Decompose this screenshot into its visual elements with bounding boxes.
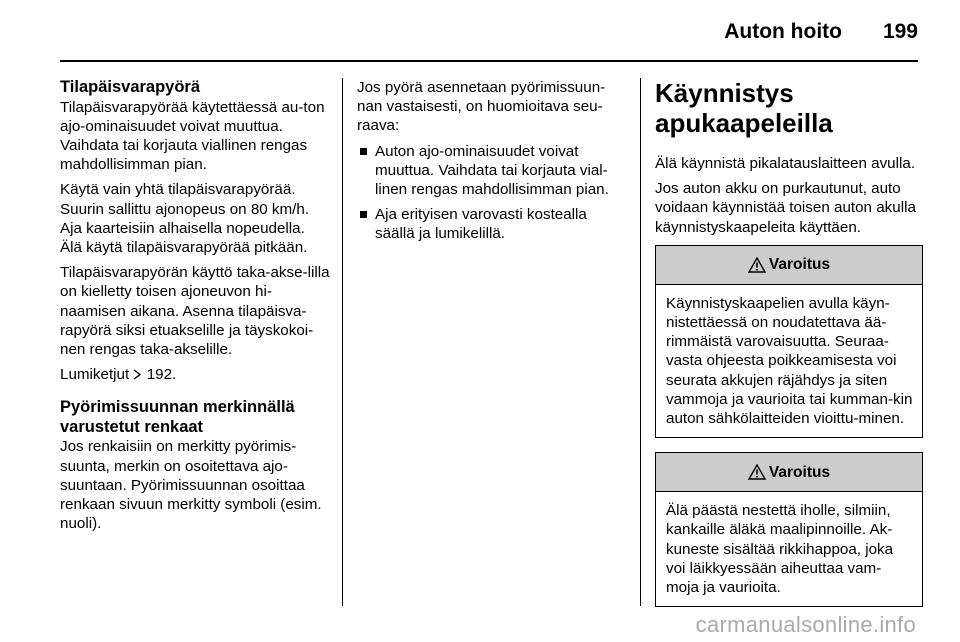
warning-triangle-icon xyxy=(748,257,766,273)
section-heading-jump-start: Käynnistys apukaapeleilla xyxy=(655,78,833,138)
reference-label: Lumiketjut xyxy=(60,366,130,384)
page-header xyxy=(60,14,918,54)
warning-title: Varoitus xyxy=(768,256,831,274)
bullet-list xyxy=(357,142,625,244)
paragraph: Jos renkaisiin on merkitty pyörimis-suunta, merkin on osoitettava ajo-suuntaan. Pyörimissuunnan osoittaa renkaan sivuun merkitty symboli (esim. nuoli). xyxy=(60,438,322,533)
warning-box xyxy=(655,452,923,607)
section-heading-directional-tyres: Pyörimissuunnan merkinnällä varustetut renkaat xyxy=(60,398,295,436)
column-1 xyxy=(60,78,330,539)
column-divider-1 xyxy=(342,78,343,606)
watermark: carmanualsonline.info xyxy=(695,612,916,637)
paragraph: Tilapäisvarapyörää käytettäessä au-ton ajo-ominaisuudet voivat muuttua. Vaihdata tai korjauta viallinen rengas mahdollisimman pian. xyxy=(60,98,325,174)
reference-arrow-icon xyxy=(133,369,142,380)
column-2 xyxy=(357,78,625,250)
warning-box xyxy=(655,245,923,438)
column-divider-2 xyxy=(640,78,641,606)
paragraph: Älä käynnistä pikalatauslaitteen avulla. xyxy=(655,155,916,172)
column-3 xyxy=(655,78,923,621)
header-rule xyxy=(60,60,918,62)
square-bullet-icon xyxy=(360,211,367,218)
paragraph: Jos auton akku on purkautunut, auto voidaan käynnistää toisen auton akulla käynnistyskaapeleita käyttäen. xyxy=(655,180,916,236)
warning-title: Varoitus xyxy=(768,463,831,481)
page-number: 199 xyxy=(882,20,918,43)
header-title: Auton hoito xyxy=(724,20,842,43)
warning-text: Käynnistyskaapelien avulla käyn-nistettäessä on noudatettava ää-rimmäistä varovaisuutta. Seuraa-vasta ohjeesta poikkeamisesta voi seurata akkujen räjähdys ja siten vammoja ja vaurioita tai kumman-kin auton sähkölaitteiden vioittu-minen. xyxy=(666,294,913,428)
warning-triangle-icon xyxy=(748,464,766,480)
warning-header xyxy=(656,453,922,492)
paragraph: Käytä vain yhtä tilapäisvarapyörää. Suurin sallittu ajonopeus on 80 km/h. Aja kaarteisiin alhaisella nopeudella. Älä käytä tilapäisvarapyörää pitkään. xyxy=(60,181,310,256)
square-bullet-icon xyxy=(360,148,367,155)
warning-header xyxy=(656,246,922,285)
reference-page: 192. xyxy=(146,366,177,384)
list-item-text: Aja erityisen varovasti kostealla säällä ja lumikelillä. xyxy=(375,206,587,243)
list-item-text: Auton ajo-ominaisuudet voivat muuttua. Vaihdata tai korjauta vial-linen rengas mahdollisimman pian. xyxy=(375,142,609,199)
cross-reference[interactable] xyxy=(60,365,330,384)
warning-text: Älä päästä nestettä iholle, silmiin, kankaille äläkä maalipinnoille. Ak-kuneste sisältää rikkihappoa, joka voi läikkyessään aiheuttaa vam-moja ja vaurioita. xyxy=(666,502,894,597)
paragraph: Tilapäisvarapyörän käyttö taka-akse-lilla on kielletty toisen ajoneuvon hi-naamisen aikana. Asenna tilapäisva-rapyörä siksi etuakselille ja täyskokoi-nen rengas taka-akselille. xyxy=(60,264,330,358)
paragraph: Jos pyörä asennetaan pyörimissuun-nan vastaisesti, on huomioitava seu-raava: xyxy=(357,79,606,135)
list-item xyxy=(357,205,625,243)
list-item xyxy=(357,142,625,200)
section-heading-temporary-spare: Tilapäisvarapyörä xyxy=(60,78,201,96)
